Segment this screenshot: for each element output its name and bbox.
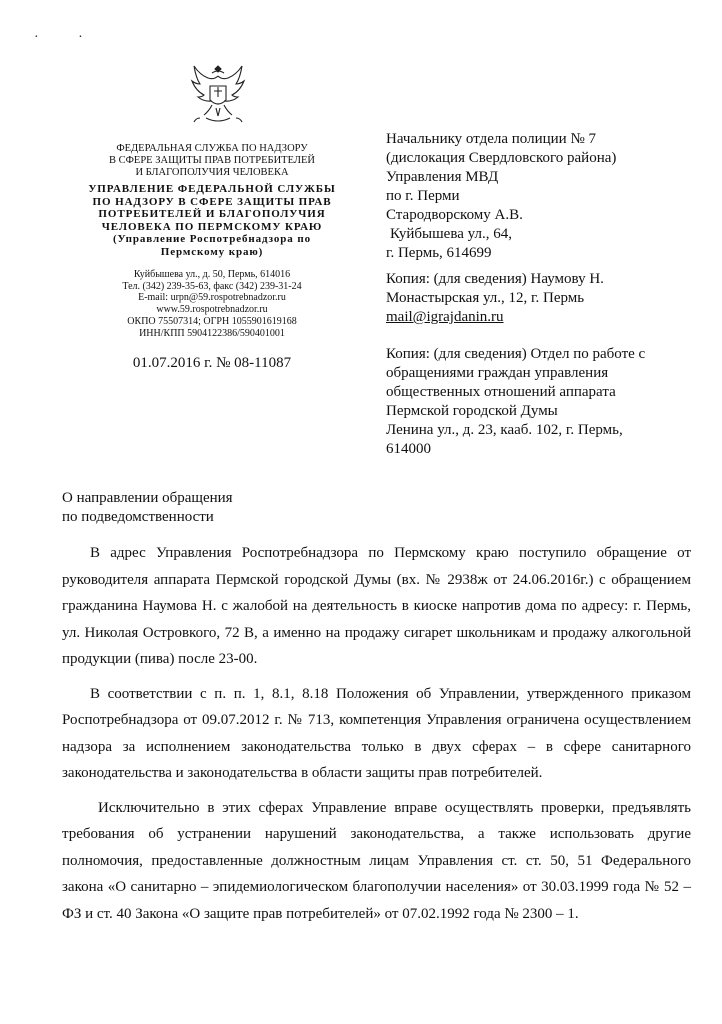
letter-subject: О направлении обращения по подведомственности <box>62 490 233 525</box>
recipient-email-link[interactable]: mail@igrajdanin.ru <box>386 309 504 325</box>
copy-recipient-2: Копия: (для сведения) Отдел по работе с обращениями граждан управления общественных отношений аппарата Пермской городской Думы Ленина ул., д. 23, кааб. 102, г. Пермь, 614000 <box>386 346 646 457</box>
agency-name: ФЕДЕРАЛЬНАЯ СЛУЖБА ПО НАДЗОРУ В СФЕРЕ ЗАЩИТЫ ПРАВ ПОТРЕБИТЕЛЕЙ И БЛАГОПОЛУЧИЯ ЧЕЛОВЕКА <box>109 143 315 178</box>
copy-recipient-1: Копия: (для сведения) Наумову Н. Монастырская ул., 12, г. Пермь mail@igrajdanin.ru <box>386 270 686 327</box>
body-paragraph-1: В адрес Управления Роспотребнадзора по Пермскому краю поступило обращение от руководителя аппарата Пермской городской Думы (вх. № 2938ж от 24.06.2016г.) с обращением гражданина Наумова Н. с жалобой на деятельность в киоске напротив дома по адресу: г. Пермь, ул. Николая Островкого, 72 В, а именно на продажу сигарет школьникам и продажу алкогольной продукции (пива) после 23-00. <box>62 545 691 667</box>
document-date-number: 01.07.2016 г. № 08-11087 <box>132 355 292 372</box>
coat-of-arms-icon <box>188 60 248 126</box>
sender-contacts: Куйбышева ул., д. 50, Пермь, 614016 Тел. (342) 239-35-63, факс (342) 239-31-24 E-mail: urpn@59.rospotrebnadzor.ru www.59.rospotrebnadzor.ru ОКПО 75507314; ОГРН 1055901619168 ИНН/КПП 5904122386/590401001 <box>122 269 302 339</box>
body-paragraph-3: Исключительно в этих сферах Управление вправе осуществлять проверки, предъявлять требования об устранении нарушений законодательства, а также использовать другие полномочия, предоставленные должностным лицам Управления ст. ст. 50, 51 Федерального закона «О санитарно – эпидемиологическом благополучии населения» от 30.03.1999 года № 52 – ФЗ и ст. 40 Закона «О защите прав потребителей» от 07.02.1992 года № 2300 – 1. <box>62 799 691 922</box>
main-recipient: Начальнику отдела полиции № 7 (дислокация Свердловского района) Управления МВД по г. Перми Стародворскому А.В. Куйбышева ул., 64, г. Пермь, 614699 <box>386 131 617 261</box>
body-paragraph-2: В соответствии с п. п. 1, 8.1, 8.18 Положения об Управлении, утвержденного приказом Роспотребнадзора от 09.07.2012 г. № 713, компетенция Управления ограничена осуществлением надзора за исполнением законодательства только в двух сферах – в сфере санитарного законодательства и законодательства в области защиты прав потребителей. <box>62 685 691 781</box>
organization-name: УПРАВЛЕНИЕ ФЕДЕРАЛЬНОЙ СЛУЖБЫ ПО НАДЗОРУ В СФЕРЕ ЗАЩИТЫ ПРАВ ПОТРЕБИТЕЛЕЙ И БЛАГОПОЛУЧИЯ ЧЕЛОВЕКА ПО ПЕРМСКОМУ КРАЮ (Управление Роспотребнадзора по Пермскому краю) <box>88 183 336 258</box>
corner-dots: · · <box>34 30 101 45</box>
sender-block <box>62 143 362 372</box>
letter-body <box>62 540 691 935</box>
